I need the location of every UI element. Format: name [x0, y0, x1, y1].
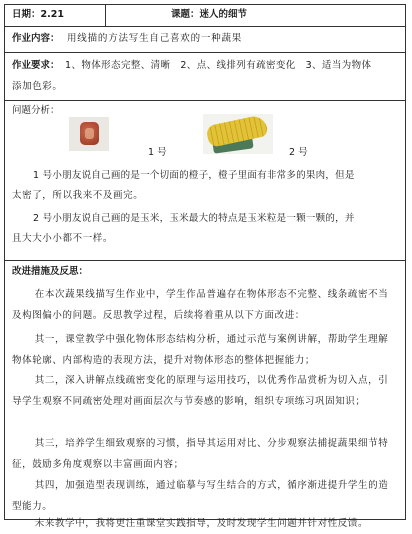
header-row	[5, 5, 405, 27]
orange-image	[80, 122, 99, 145]
topic-label: 课题：迷人的细节	[171, 9, 248, 20]
analysis-p2-line2: 且大大小小都不一样。	[12, 233, 114, 244]
analysis-p2-line1: 2 号小朋友说自己画的是玉米，玉米最大的特点是玉米粒是一颗一颗的，并	[33, 213, 355, 224]
analysis-label: 问题分析：	[12, 105, 60, 116]
analysis-p1-line1: 1 号小朋友说自己画的是一个切面的橙子，橙子里面有非常多的果肉，但是	[33, 170, 355, 181]
requirements-line1: 1、物体形态完整、清晰 2、点、线排列有疏密变化 3、适当为物体	[65, 60, 372, 71]
requirements-row	[5, 53, 405, 101]
analysis-p1-line2: 太密了，所以我来不及画完。	[12, 190, 144, 201]
assignment-row	[5, 27, 405, 53]
assignment-text: 用线描的方法写生自己喜欢的一种蔬果	[67, 33, 243, 44]
image1-caption: 1 号	[148, 147, 167, 158]
requirements-label: 作业要求：	[12, 60, 60, 71]
date-label: 日期：2.21	[12, 9, 64, 20]
reflection-paragraph: 在本次蔬果线描写生作业中，学生作品普遍存在物体形态不完整、线条疏密不当及构图偏小的问题。反思教学过程，后续将着重从以下方面改进：	[12, 289, 389, 321]
assignment-label: 作业内容：	[12, 33, 60, 44]
header-divider	[105, 5, 106, 26]
requirements-line2: 添加色彩。	[12, 81, 63, 92]
reflection-paragraph: 其二，深入讲解点线疏密变化的原理与运用技巧，以优秀作品赏析为切入点，引导学生观察不同疏密处理对画面层次与节奏感的影响，组织专项练习巩固知识；	[12, 375, 389, 407]
reflection-paragraph: 其三，培养学生细致观察的习惯，指导其运用对比、分步观察法捕捉蔬果细节特征，鼓励多角度观察以丰富画面内容；	[12, 438, 389, 470]
corn-photo	[203, 114, 273, 154]
orange-photo	[69, 117, 109, 151]
reflection-paragraph: 其四，加强造型表现训练，通过临摹与写生结合的方式，循序渐进提升学生的造型能力。	[12, 480, 389, 512]
image2-caption: 2 号	[289, 147, 308, 158]
reflection-row	[5, 261, 405, 529]
lesson-record-sheet	[4, 4, 406, 529]
reflection-paragraph: 其一，课堂教学中强化物体形态结构分析，通过示范与案例讲解，帮助学生理解物体轮廓、内部构造的表现方法，提升对物体形态的整体把握能力；	[12, 334, 389, 366]
reflection-paragraph: 未来教学中，我将更注重课堂实践指导，及时发现学生问题并针对性反馈。	[34, 518, 369, 529]
reflection-label: 改进措施及反思：	[12, 266, 89, 277]
analysis-row	[5, 101, 405, 261]
